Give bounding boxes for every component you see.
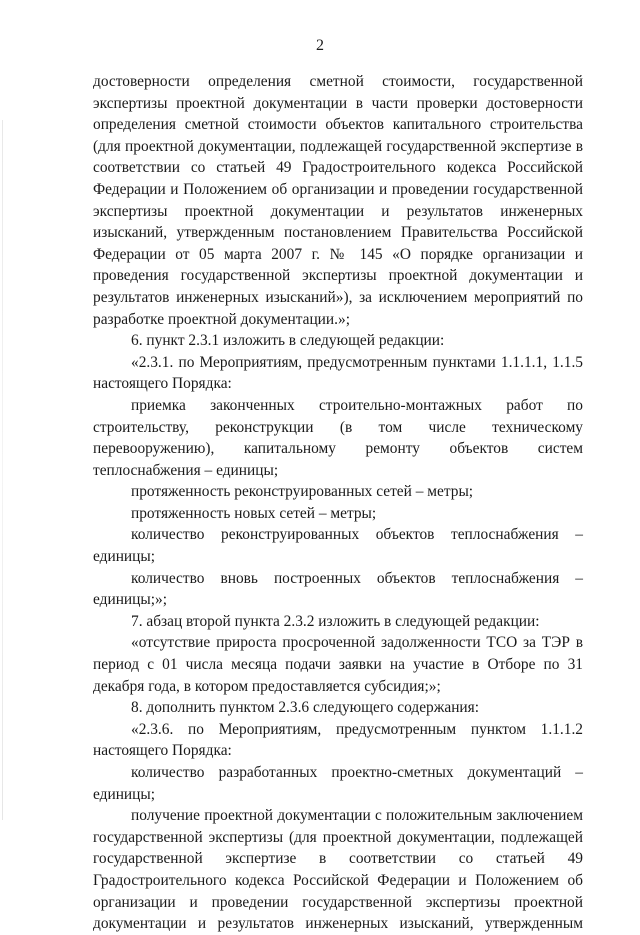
paragraph-item-8: 8. дополнить пунктом 2.3.6 следующего содержания: (131, 699, 480, 717)
scan-edge-shadow (2, 120, 3, 820)
paragraph-new-networks: протяженность новых сетей – метры; (131, 504, 377, 522)
paragraph-continuation: достоверности определения сметной стоимости, государственной экспертизы проектной документации в части проверки достоверности определения сметной стоимости объектов капитального строительства (для проектной документации, подлежащей государственной экспертизе в соответствии со статьей 49 Градостроительного кодекса Российской Федерации и Положением об организации и проведении государственной экспертизы проектной документации и результатов инженерных изысканий, утвержденным постановлением Правительства Российской Федерации от 05 марта 2007 г. № 145 «О порядке организации и проведения государственной экспертизы проектной документации и результатов инженерных изысканий»), за исключением мероприятий по разработке проектной документации.»; (93, 73, 583, 328)
page-number: 2 (316, 37, 324, 54)
paragraph-clause-2-3-1: «2.3.1. по Мероприятиям, предусмотренным пунктами 1.1.1.1, 1.1.5 настоящего Порядка: (93, 353, 583, 393)
document-body (93, 71, 583, 935)
paragraph-new-objects: количество вновь построенных объектов теплоснабжения – единицы;»; (93, 569, 583, 609)
paragraph-positive-conclusion: получение проектной документации с положительным заключением государственной экспертизы (для проектной документации, подлежащей государственной экспертизе в соответствии со статьей 49 Градостроительного кодекса Российской Федерации и Положением об организации и проведении государственной экспертизы проектной документации и результатов инженерных изысканий, утвержденным (93, 807, 583, 933)
paragraph-reconstructed-objects: количество реконструированных объектов теплоснабжения – единицы; (93, 526, 583, 566)
paragraph-design-documents-count: количество разработанных проектно-сметных документаций – единицы; (93, 764, 583, 803)
paragraph-debt-condition: «отсутствие прироста просроченной задолженности ТСО за ТЭР в период с 01 числа месяца подачи заявки на участие в Отборе по 31 декабря года, в котором предоставляется субсидия;»; (93, 634, 583, 695)
paragraph-clause-2-3-6: «2.3.6. по Мероприятиям, предусмотренным пунктом 1.1.1.2 настоящего Порядка: (93, 720, 583, 760)
paragraph-item-7: 7. абзац второй пункта 2.3.2 изложить в следующей редакции: (131, 612, 540, 630)
paragraph-item-6: 6. пункт 2.3.1 изложить в следующей редакции: (131, 332, 445, 350)
paragraph-reconstructed-networks: протяженность реконструированных сетей – метры; (131, 483, 474, 501)
paragraph-acceptance-works: приемка законченных строительно-монтажных работ по строительству, реконструкции (в том числе техническому перевооружению), капитальному ремонту объектов систем теплоснабжения – единицы; (93, 396, 583, 479)
